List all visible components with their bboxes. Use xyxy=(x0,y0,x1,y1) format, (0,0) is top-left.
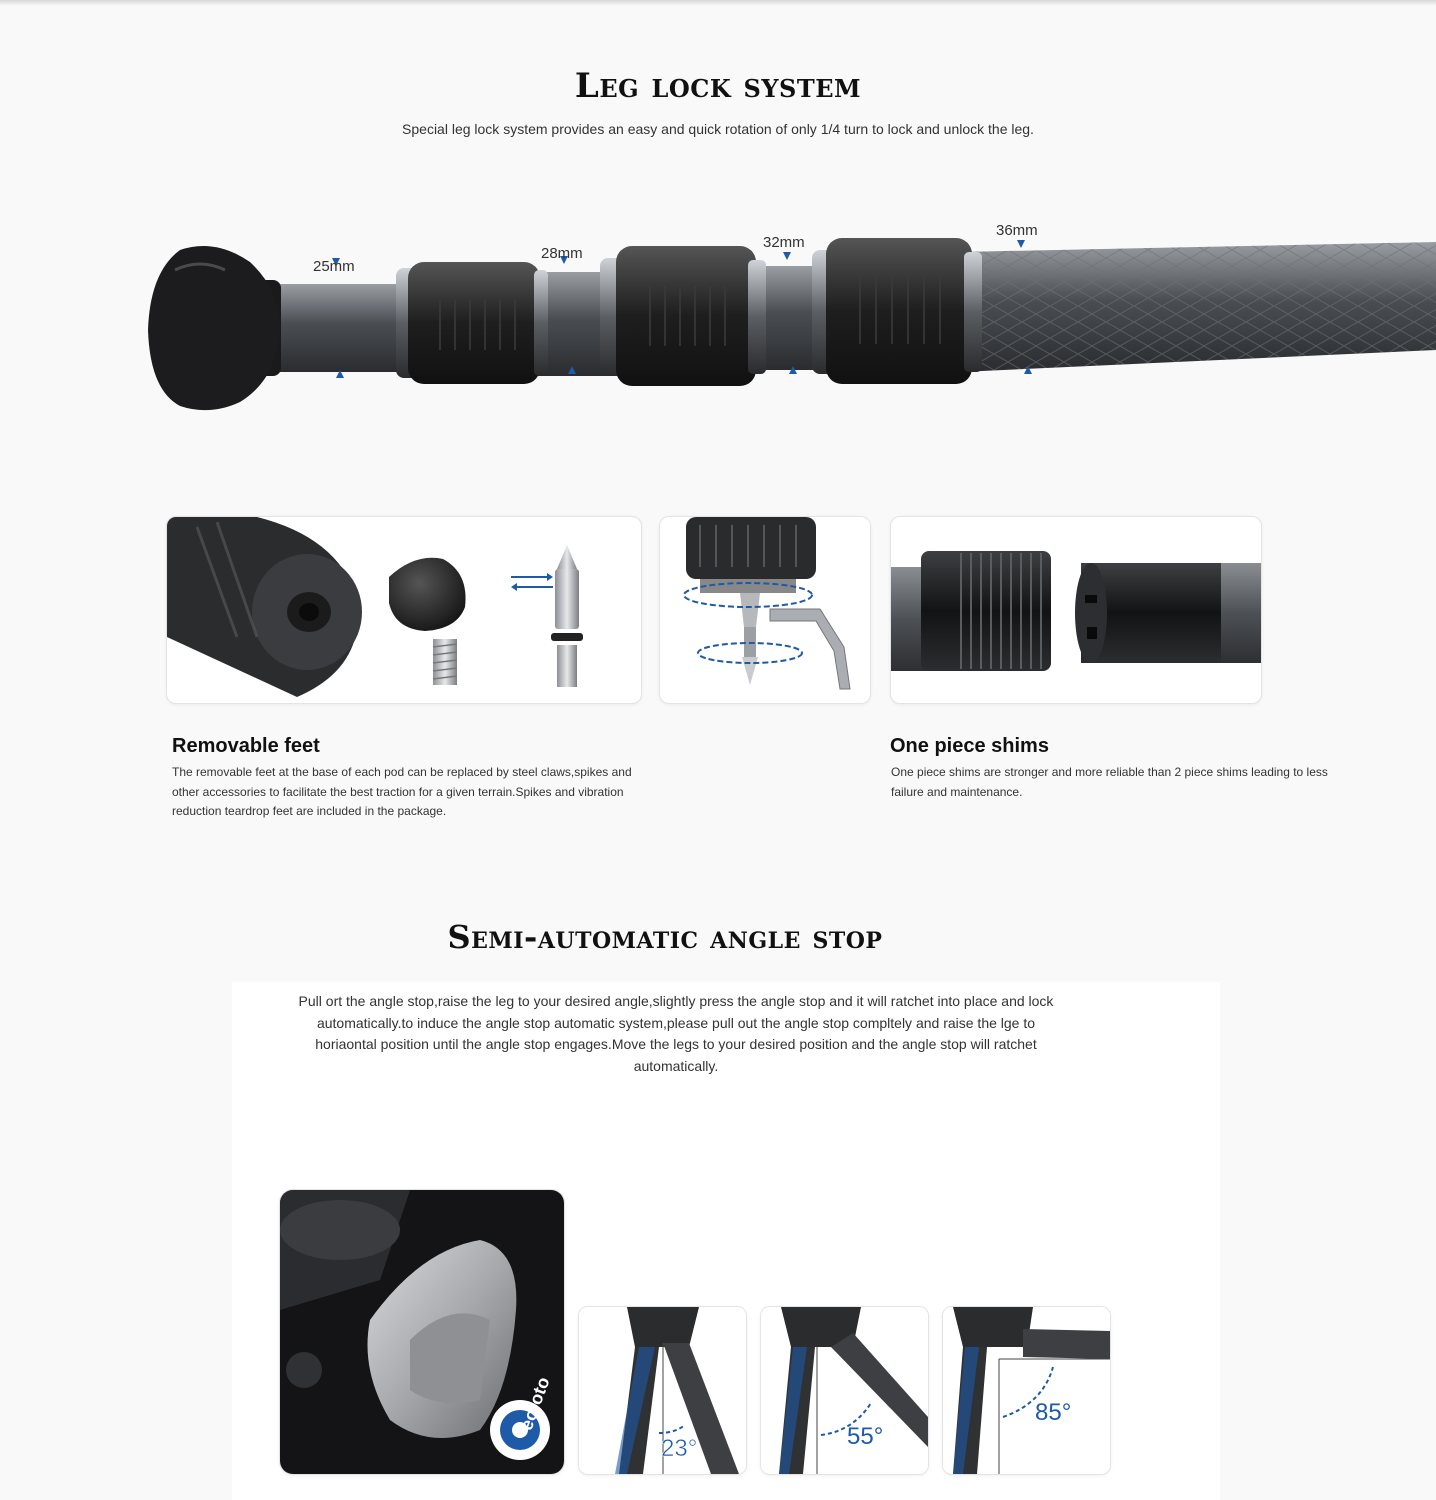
diameter-label-36: 36mm xyxy=(996,222,1038,239)
lock-ring-2 xyxy=(396,262,548,384)
leg-illustration xyxy=(0,210,1436,430)
removable-feet-title: Removable feet xyxy=(172,735,320,757)
lock-ring-4 xyxy=(812,238,982,384)
one-piece-shims-description: One piece shims are stronger and more reliable than 2 piece shims leading to less failure and maintenance. xyxy=(891,765,1328,799)
spike-rotation-image xyxy=(659,516,871,704)
angle-stop-closeup xyxy=(279,1189,565,1475)
angle-label-85: 85° xyxy=(1035,1399,1072,1426)
lock-ring-3 xyxy=(600,246,766,386)
angle-label-23: 23° xyxy=(661,1435,698,1462)
top-shadow xyxy=(0,0,1436,6)
diameter-label-25: 25mm xyxy=(313,258,355,275)
leg-lock-title: Leg lock system xyxy=(574,66,862,106)
one-piece-shims-title: One piece shims xyxy=(890,735,1049,757)
angle-demo-85 xyxy=(942,1306,1111,1475)
angle-label-55: 55° xyxy=(847,1423,884,1450)
removable-feet-description: The removable feet at the base of each pod can be replaced by steel claws,spikes and other accessories to facilitate the best traction for a given terrain.Spikes and vibration reduction teardrop feet are included in the package. xyxy=(172,765,632,818)
diameter-label-32: 32mm xyxy=(763,234,805,251)
brand-logo-text: eofoto xyxy=(516,1374,554,1433)
angle-demo-23 xyxy=(578,1306,747,1475)
angle-demo-55 xyxy=(760,1306,929,1475)
one-piece-shims-image xyxy=(890,516,1262,704)
removable-feet-image xyxy=(166,516,642,704)
diameter-label-28: 28mm xyxy=(541,245,583,262)
angle-stop-title: Semi-automatic angle stop xyxy=(447,918,883,956)
leg-lock-description: Special leg lock system provides an easy and quick rotation of only 1/4 turn to lock and unlock the leg. xyxy=(402,121,1034,137)
angle-stop-description: Pull ort the angle stop,raise the leg to your desired angle,slightly press the angle stop and it will ratchet into place and lock automatically.to induce the angle stop automatic system,please pull out the angle stop compltely and raise the lge to horiaontal position until the angle stop engages.Move the legs to your desired position and the angle stop will ratchet automatically. xyxy=(298,993,1054,1074)
